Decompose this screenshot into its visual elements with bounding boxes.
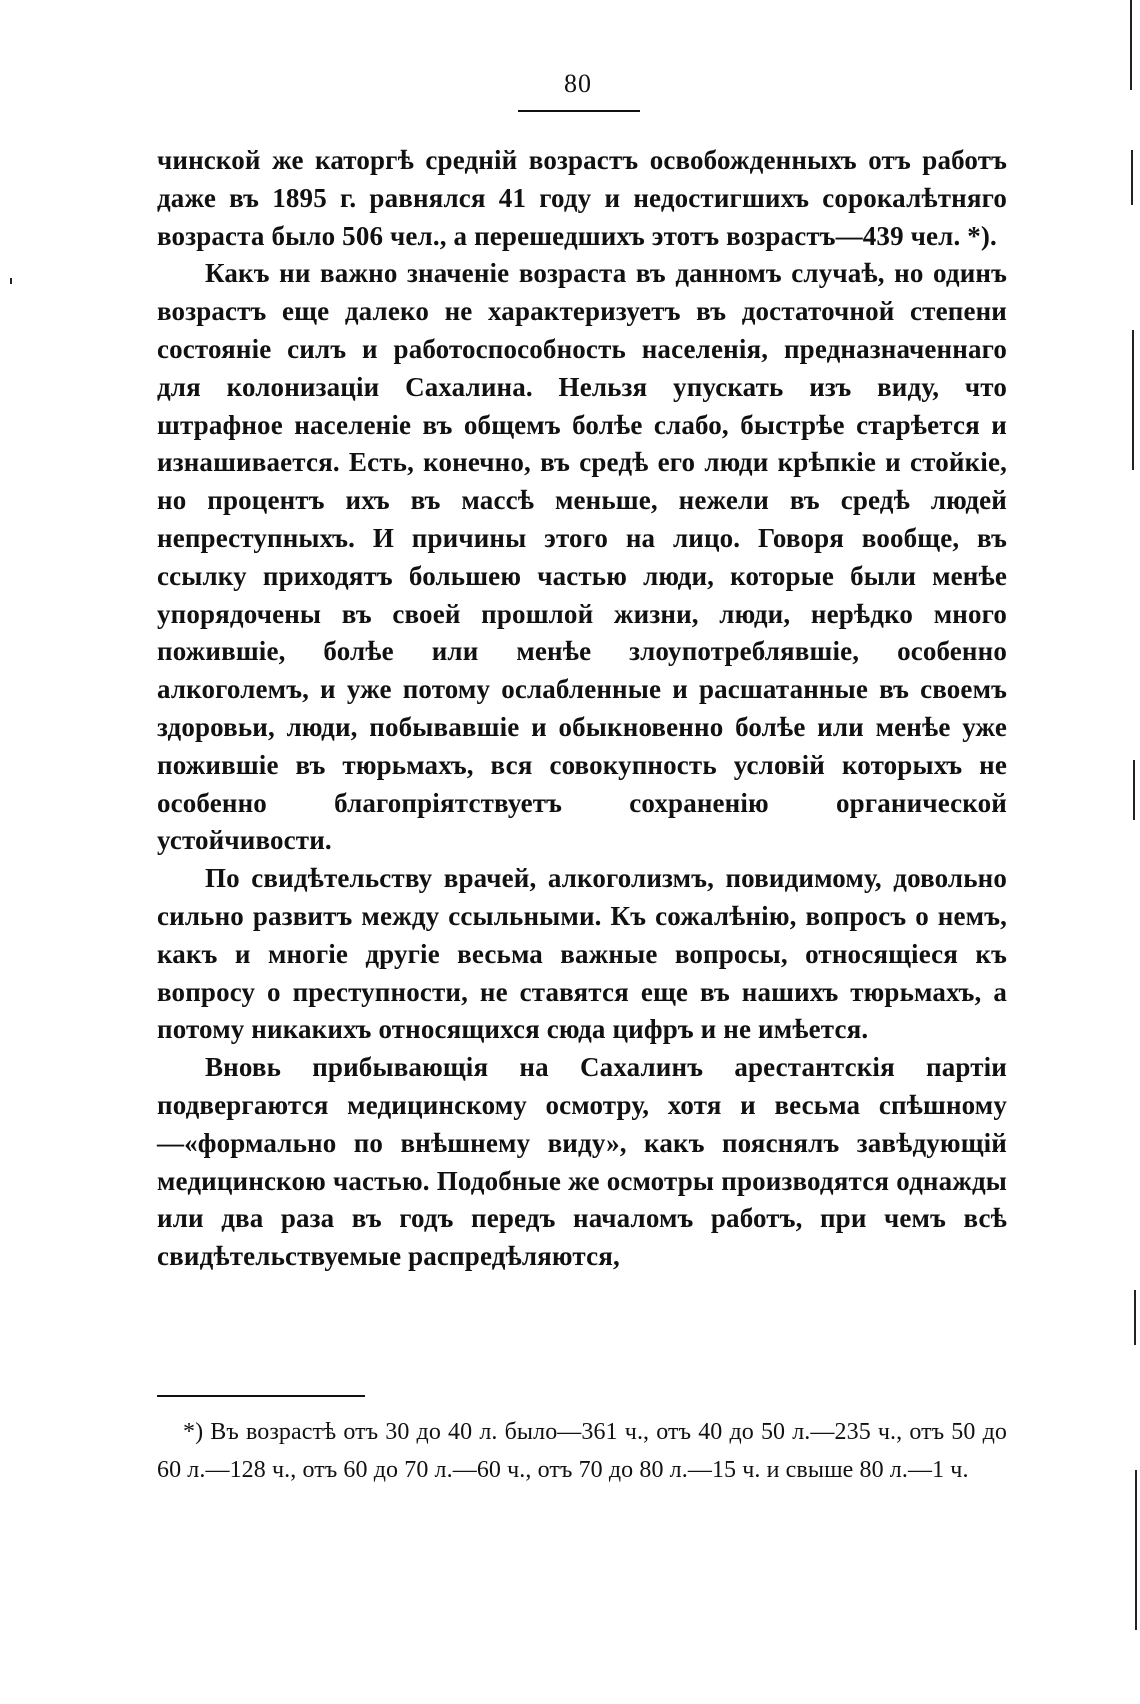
paragraph: Какъ ни важно значеніе возраста въ данномъ случаѣ, но одинъ возрастъ еще далеко не характеризуетъ въ достаточной степени состояніе силъ и работоспособность населенія, предназначеннаго для колонизаціи Сахалина. Нельзя упускать изъ виду, что штрафное населеніе въ общемъ болѣе слабо, быстрѣе старѣется и изнашивается. Есть, конечно, въ средѣ его люди крѣпкіе и стойкіе, но процентъ ихъ въ массѣ меньше, нежели въ средѣ людей непреступныхъ. И причины этого на лицо. Говоря вообще, въ ссылку приходятъ большею частью люди, которые были менѣе упорядочены въ своей прошлой жизни, люди, нерѣдко много пожившіе, болѣе или менѣе злоупотреблявшіе, особенно алкоголемъ, и уже потому ослабленные и расшатанные въ своемъ здоровьи, люди, побывавшіе и обыкновенно болѣе или менѣе уже пожившіе въ тюрьмахъ, вся совокупность условій которыхъ не особенно благопріятствуетъ сохраненію органической устойчивости. [157,258,1007,856]
scan-edge-mark [1133,760,1135,820]
scan-edge-mark [1134,1290,1136,1345]
scan-edge-mark [1132,330,1134,470]
page-number: 80 [564,69,592,98]
paragraph-continuation: чинской же каторгѣ средній возрастъ освобожденныхъ отъ работъ даже въ 1895 г. равнялся 41 году и недостигшихъ сорокалѣтняго возраста было 506 чел., а перешедшихъ этотъ возрастъ—439 чел. *). [157,145,1007,251]
footnote [157,1413,1007,1489]
paragraph: Вновь прибывающія на Сахалинъ арестантскія партіи подвергаются медицинскому осмотру, хотя и весьма спѣшному—«формально по внѣшнему виду», какъ пояснялъ завѣдующій медицинскою частью. Подобные же осмотры производятся однажды или два раза въ годъ передъ началомъ работъ, при чемъ всѣ свидѣтельствуемые распредѣляются, [157,1052,1007,1272]
scan-edge-mark [1131,150,1133,205]
body-text [157,142,1007,1276]
footnote-text: *) Въ возрастѣ отъ 30 до 40 л. было—361 ч., отъ 40 до 50 л.—235 ч., отъ 50 до 60 л.—128 ч., отъ 60 до 70 л.—60 ч., отъ 70 до 80 л.—15 ч. и свыше 80 л.—1 ч. [157,1419,1007,1483]
header-rule [518,110,640,112]
scan-edge-mark [1135,1470,1137,1630]
scan-speck [10,278,12,284]
footnote-rule [157,1395,365,1397]
paragraph: По свидѣтельству врачей, алкоголизмъ, повидимому, довольно сильно развитъ между ссыльными. Къ сожалѣнію, вопросъ о немъ, какъ и многіе другіе весьма важные вопросы, относящіеся къ вопросу о преступности, не ставятся еще въ нашихъ тюрьмахъ, а потому никакихъ относящихся сюда цифръ и не имѣется. [157,863,1007,1045]
scan-edge-mark [1130,0,1132,90]
